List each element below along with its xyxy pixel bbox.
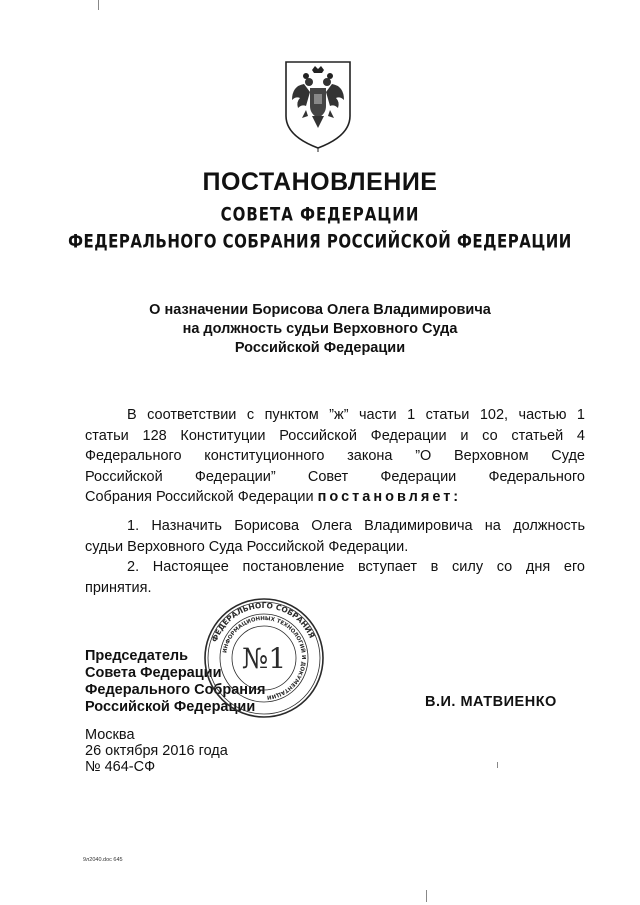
- issuer-parent-name: ФЕДЕРАЛЬНОГО СОБРАНИЯ РОССИЙСКОЙ ФЕДЕРАЦИИ: [68, 229, 572, 253]
- signatory-title-line: Председатель: [85, 648, 189, 664]
- clause-line: 2. Настоящее постановление вступает в силу со дня его: [127, 559, 585, 575]
- document-subject: [0, 301, 640, 358]
- preamble-line: Федерального конституционного закона ”О Верховном Суде: [85, 448, 585, 464]
- subject-line: Российской Федерации: [234, 340, 406, 356]
- issue-details: [85, 727, 228, 775]
- official-stamp: [203, 597, 325, 719]
- signatory-name: В.И. МАТВИЕНКО: [425, 694, 557, 710]
- signatory-title-line: Совета Федерации: [85, 665, 222, 681]
- signatory-title-line: Федерального Собрания: [85, 682, 266, 698]
- clause-1: [85, 516, 585, 557]
- scan-mark: [426, 890, 427, 902]
- scan-mark: [497, 762, 498, 768]
- file-footnote: 9л2040.doc 645: [83, 857, 123, 863]
- preamble-line-start: Собрания Российской Федерации: [85, 489, 314, 505]
- preamble-line: Российской Федерации” Совет Федерации Федерального: [85, 468, 585, 485]
- issue-city: Москва: [85, 727, 135, 743]
- stamp-inner-text: ИНФОРМАЦИОННЫХ ТЕХНОЛОГИЙ И ДОКУМЕНТАЦИИ: [222, 615, 307, 700]
- issue-number: № 464-СФ: [85, 759, 156, 775]
- clause-line: 1. Назначить Борисова Олега Владимировича на должность: [127, 518, 585, 534]
- preamble-line: [85, 487, 585, 508]
- stamp-outer-text: ФЕДЕРАЛЬНОГО СОБРАНИЯ: [209, 600, 317, 644]
- clause-2: [85, 557, 585, 598]
- preamble-line: статьи 128 Конституции Российской Федерации и со статьей 4: [85, 427, 585, 444]
- scan-mark: [98, 0, 99, 10]
- subject-line: О назначении Борисова Олега Владимировича: [149, 302, 491, 318]
- preamble-line: В соответствии с пунктом ”ж” части 1 статьи 102, частью 1: [127, 407, 585, 423]
- stamp-number: №1: [241, 642, 287, 675]
- issue-date: 26 октября 2016 года: [85, 743, 228, 759]
- preamble-paragraph: [85, 405, 585, 508]
- subject-line: на должность судьи Верховного Суда: [182, 321, 458, 337]
- document-title: ПОСТАНОВЛЕНИЕ: [202, 168, 438, 196]
- coat-of-arms-icon: [282, 56, 354, 152]
- clause-line: судьи Верховного Суда Российской Федерации.: [85, 538, 409, 555]
- svg-text:ФЕДЕРАЛЬНОГО СОБРАНИЯ: [210, 601, 317, 643]
- issuer-name: СОВЕТА ФЕДЕРАЦИИ: [220, 202, 420, 226]
- decree-word: постановляет:: [317, 489, 462, 505]
- clause-line: принятия.: [85, 579, 152, 596]
- signatory-title-line: Российской Федерации: [85, 699, 256, 715]
